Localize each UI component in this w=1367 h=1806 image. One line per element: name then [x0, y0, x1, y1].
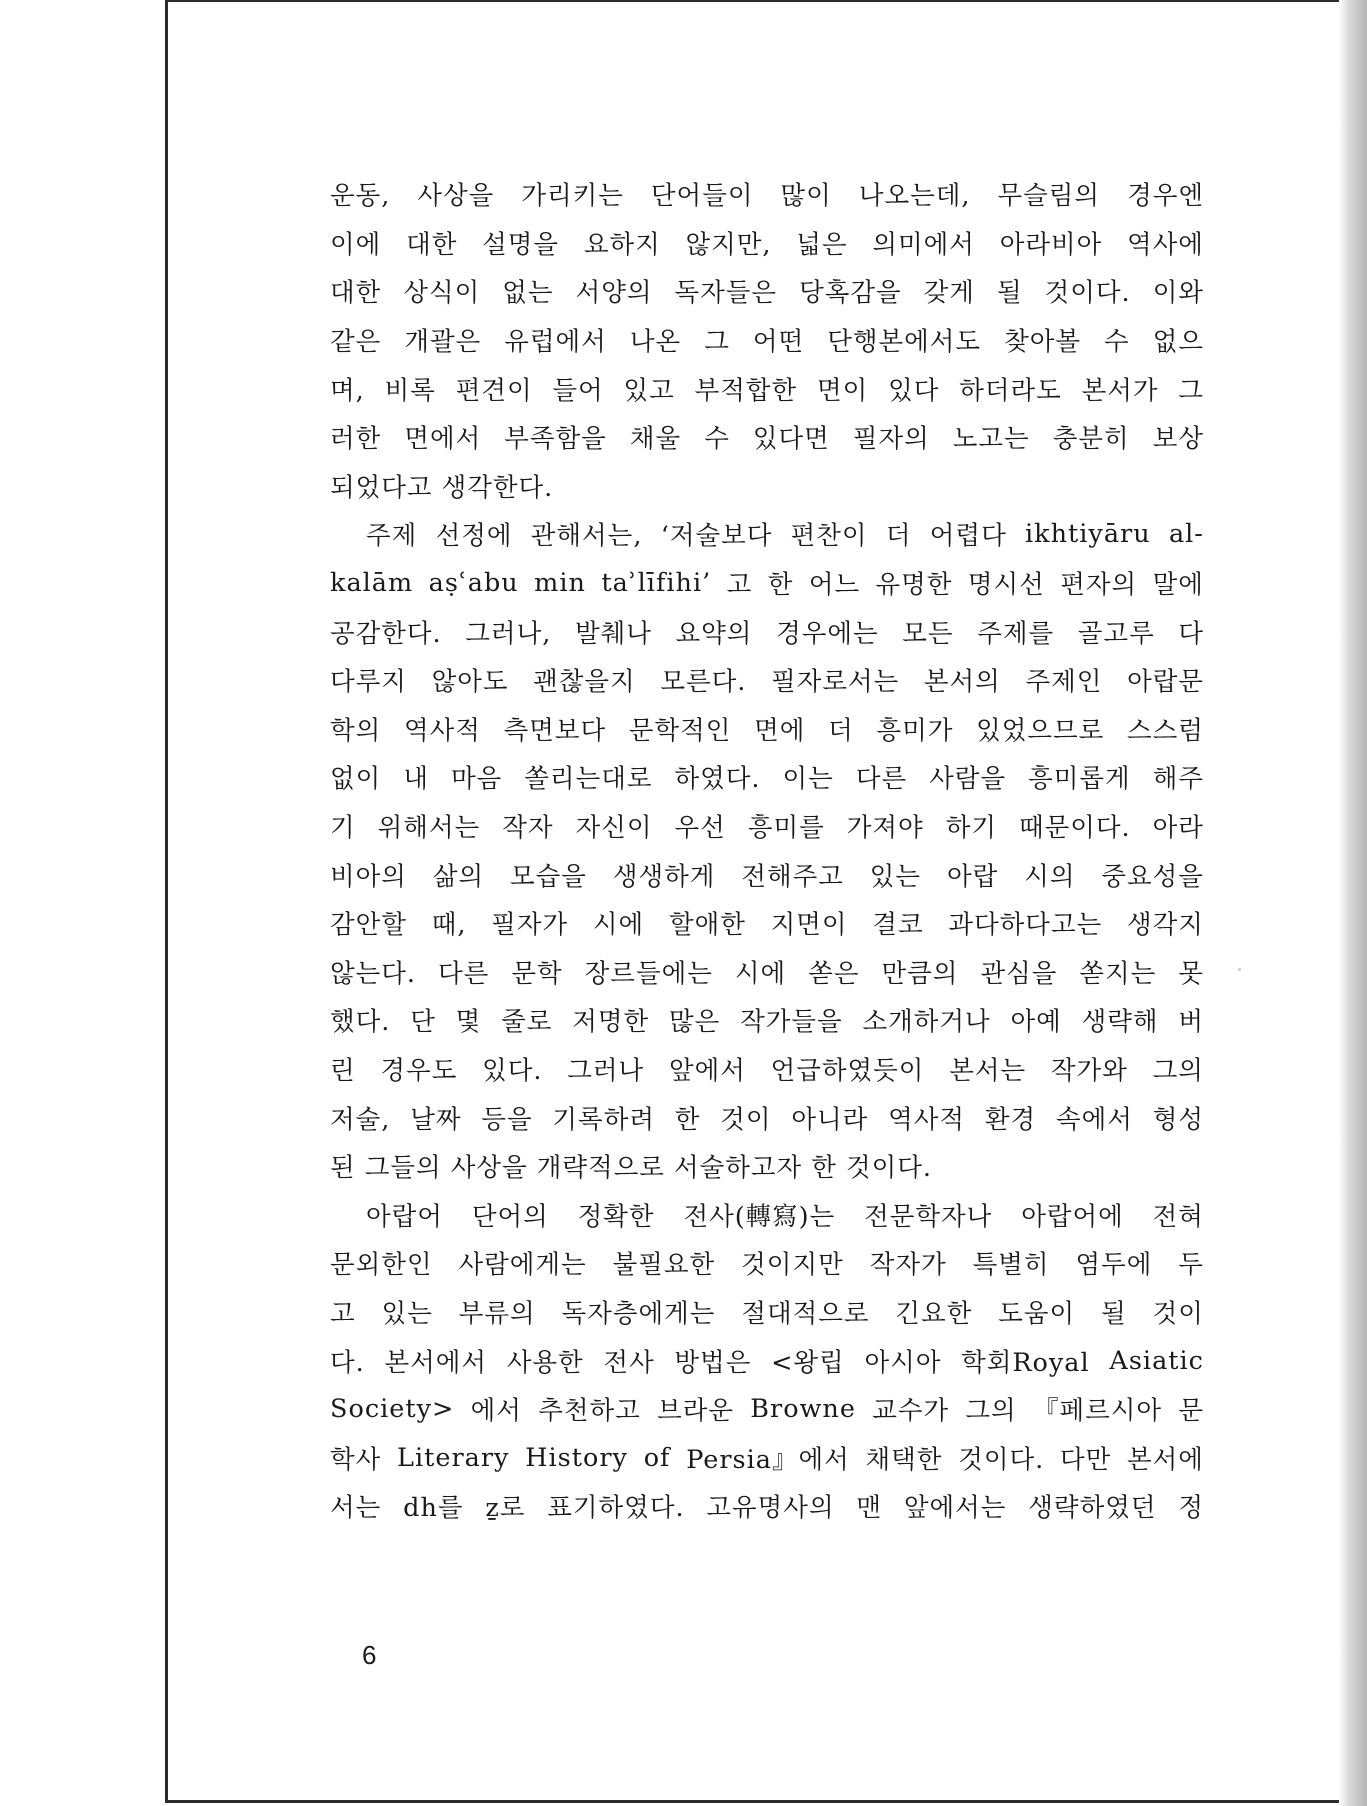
text-line: 된 그들의 사상을 개략적으로 서술하고자 한 것이다.: [330, 1153, 933, 1184]
text-line: 서는 dh를 ẕ로 표기하였다. 고유명사의 맨 앞에서는 생략하였던 정: [330, 1493, 1204, 1524]
text-line: 기 위해서는 작자 자신이 우선 흥미를 가져야 하기 때문이다. 아라: [330, 813, 1204, 844]
text-line: 린 경우도 있다. 그러나 앞에서 언급하였듯이 본서는 작가와 그의: [330, 1055, 1204, 1086]
text-line: 며, 비록 편견이 들어 있고 부적합한 면이 있다 하더라도 본서가 그: [330, 375, 1204, 406]
text-line: 않는다. 다른 문학 장르들에는 시에 쏟은 만큼의 관심을 쏟지는 못: [330, 958, 1204, 989]
text-line: 러한 면에서 부족함을 채울 수 있다면 필자의 노고는 충분히 보상: [330, 424, 1204, 455]
text-line: 주제 선정에 관해서는, ‘저술보다 편찬이 더 어렵다 ikhtiyāru al-: [366, 519, 1204, 552]
text-line: 같은 개괄은 유럽에서 나온 그 어떤 단행본에서도 찾아볼 수 없으: [330, 327, 1204, 358]
text-line: 공감한다. 그러나, 발췌나 요약의 경우에는 모든 주제를 골고루 다: [330, 618, 1204, 649]
page-edge-shadow: [1339, 0, 1367, 1806]
text-line: 아랍어 단어의 정확한 전사(轉寫)는 전문학자나 아랍어에 전혀: [366, 1201, 1204, 1232]
left-margin: [0, 0, 164, 1806]
text-line: 다. 본서에서 사용한 전사 방법은 <왕립 아시아 학회Royal Asiatic: [330, 1345, 1204, 1378]
page-number: 6: [362, 1640, 377, 1670]
text-line: 되었다고 생각한다.: [330, 472, 554, 503]
text-line: Society> 에서 추천하고 브라운 Browne 교수가 그의 『페르시아 문: [330, 1394, 1204, 1427]
text-line: 저술, 날짜 등을 기록하려 한 것이 아니라 역사적 환경 속에서 형성: [330, 1104, 1204, 1135]
text-line: 학사 Literary History of Persia』에서 채택한 것이다. 다만 본서에: [330, 1442, 1204, 1475]
text-line: 했다. 단 몇 줄로 저명한 많은 작가들을 소개하거나 아예 생략해 버: [330, 1007, 1204, 1038]
text-line: 이에 대한 설명을 요하지 않지만, 넓은 의미에서 아라비아 역사에: [330, 229, 1204, 260]
text-line: 없이 내 마음 쏠리는대로 하였다. 이는 다른 사람을 흥미롭게 해주: [330, 764, 1204, 795]
body-text: [330, 170, 1204, 1531]
text-line: 비아의 삶의 모습을 생생하게 전해주고 있는 아랍 시의 중요성을: [330, 861, 1204, 892]
text-line: 고 있는 부류의 독자층에게는 절대적으로 긴요한 도움이 될 것이: [330, 1298, 1204, 1329]
speck: [1238, 968, 1241, 971]
text-line: 감안할 때, 필자가 시에 할애한 지면이 결코 과다하다고는 생각지: [330, 910, 1204, 941]
text-line: 학의 역사적 측면보다 문학적인 면에 더 흥미가 있었으므로 스스럼: [330, 715, 1204, 746]
text-line: 다루지 않아도 괜찮을지 모른다. 필자로서는 본서의 주제인 아랍문: [330, 667, 1204, 698]
text-line: 운동, 사상을 가리키는 단어들이 많이 나오는데, 무슬림의 경우엔: [330, 181, 1204, 212]
text-line: kalām aṣʿabu min taʾlīfihi’ 고 한 어느 유명한 명시선 편자의 말에: [330, 568, 1204, 601]
text-line: 문외한인 사람에게는 불필요한 것이지만 작자가 특별히 염두에 두: [330, 1250, 1204, 1281]
text-line: 대한 상식이 없는 서양의 독자들은 당혹감을 갖게 될 것이다. 이와: [330, 278, 1204, 309]
